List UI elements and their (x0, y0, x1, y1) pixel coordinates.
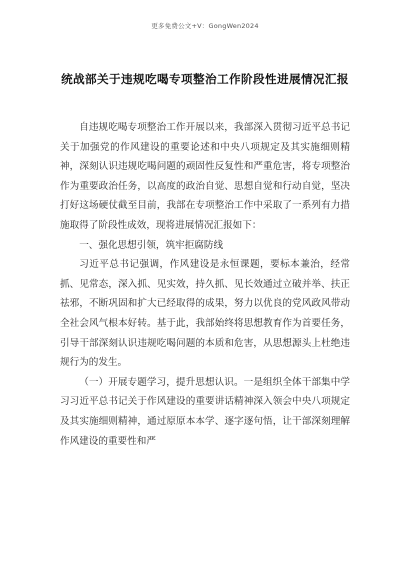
document-body (60, 118, 350, 451)
body-paragraph-3: （一）开展专题学习，提升思想认识。一是组织全体干部集中学习习近平总书记关于作风建设的重要讲话精神深入领会中央八项规定及其实施细则精神，通过原原本本学、逐字逐句悟，让干部深刻理解作风建设的重要性和严 (60, 376, 350, 447)
body-paragraph-2: 习近平总书记强调，作风建设是永恒课题，要标本兼治，经常抓、见常态，深入抓、见实效，持久抓、见长效通过立破并举、扶正祛邪，不断巩固和扩大已经取得的成果，努力以优良的党风政风带动全社会风气根本好转。基于此，我部始终将思想教育作为首要任务，引导干部深刻认识违规吃喝问题的本质和危害，从思想源头上杜绝违规行为的发生。 (60, 259, 350, 369)
body-paragraph-intro: 自违规吃喝专项整治工作开展以来，我部深入贯彻习近平总书记关于加强党的作风建设的重要论述和中央八项规定及其实施细则精神，深刻认识违规吃喝问题的顽固性反复性和严重危害，将专项整治作为重要政治任务，以高度的政治自觉、思想自觉和行动自觉，坚决打好这场硬仗截至目前，我部在专项整治工作中采取了一系列有力措施取得了阶段性成效，现将进展情况汇报如下： (60, 122, 350, 231)
document-title: 统战部关于违规吃喝专项整治工作阶段性进展情况汇报 (61, 72, 349, 86)
section-heading-1: 一、强化思想引领，筑牢拒腐防线 (79, 239, 224, 251)
header-watermark: 更多免费公文+V：GongWen2024 (151, 22, 259, 30)
